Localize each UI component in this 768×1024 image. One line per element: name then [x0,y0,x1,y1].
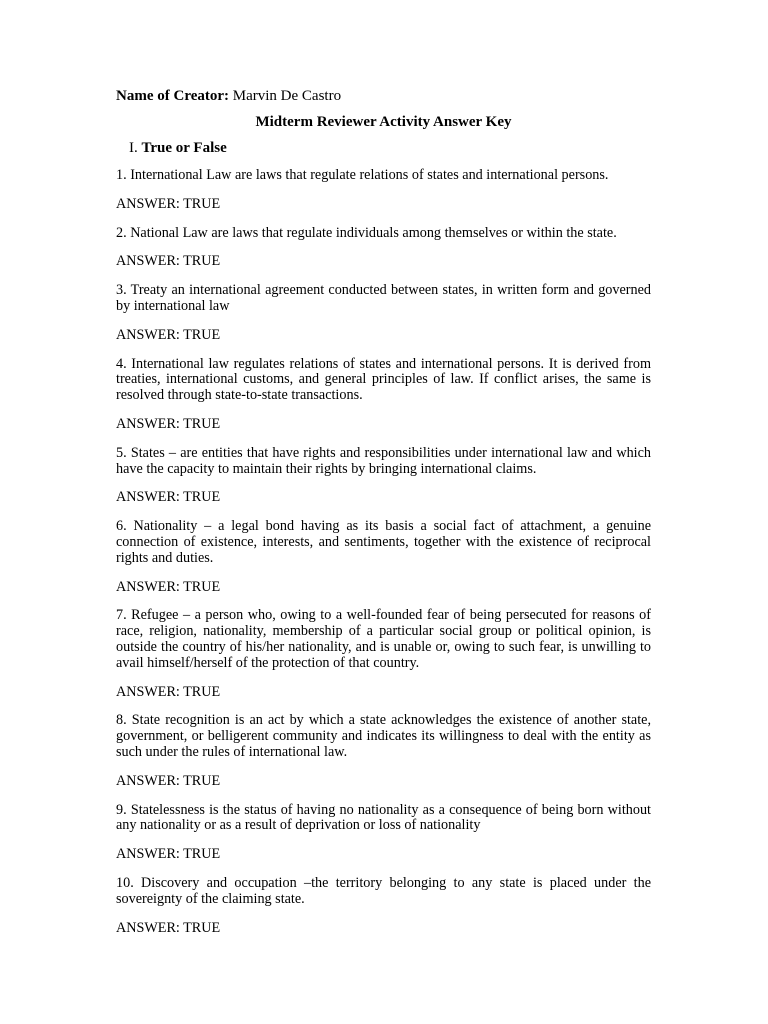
answer-9: ANSWER: TRUE [116,846,221,863]
question-6: 6. Nationality – a legal bond having as its basis a social fact of attachment, a genuine connection of existence, interests, and sentiments, together with the existence of reciprocal rights and duties. [116,518,651,566]
creator-name: Marvin De Castro [232,88,342,104]
question-10: 10. Discovery and occupation –the territory belonging to any state is placed under the sovereignty of the claiming state. [116,874,651,907]
question-list [116,168,651,936]
question-2: 2. National Law are laws that regulate individuals among themselves or within the state. [116,224,617,241]
answer-8: ANSWER: TRUE [116,772,221,789]
creator-label [116,88,229,104]
answer-6: ANSWER: TRUE [116,578,221,595]
answer-10: ANSWER: TRUE [116,919,221,936]
answer-7: ANSWER: TRUE [116,683,221,700]
answer-4: ANSWER: TRUE [116,415,221,432]
document-page [116,86,651,936]
question-5: 5. States – are entities that have rights and responsibilities under international law and which have the capacity to maintain their rights by bringing international claims. [116,444,651,477]
document-title: Midterm Reviewer Activity Answer Key [255,114,512,130]
answer-2: ANSWER: TRUE [116,253,221,270]
question-4: 4. International law regulates relations of states and international persons. It is derived from treaties, international customs, and general principles of law. If conflict arises, the same is resolved through state-to-state transactions. [116,355,651,404]
answer-3: ANSWER: TRUE [116,326,221,343]
question-7: 7. Refugee – a person who, owing to a well-founded fear of being persecuted for reasons of race, religion, nationality, membership of a particular social group or political opinion, is outside the country of his/her nationality, and is unable or, owing to such fear, is unwilling to avail himself/herself of the protection of that country. [116,607,651,671]
section-heading [129,138,651,158]
section-number: I. [129,140,138,156]
answer-5: ANSWER: TRUE [116,489,221,506]
creator-line [116,86,651,106]
question-8: 8. State recognition is an act by which a state acknowledges the existence of another state, government, or belligerent community and indicates its willingness to deal with the entity as such under the rules of international law. [116,712,651,760]
creator-label-text: Name of Creator [116,88,225,104]
question-9: 9. Statelessness is the status of having no nationality as a consequence of being born without any nationality or as a result of deprivation or loss of nationality [116,801,651,834]
creator-label-separator: : [224,88,230,104]
section-title: True or False [141,140,227,156]
question-1: 1. International Law are laws that regulate relations of states and international persons. [116,167,609,183]
answer-1: ANSWER: TRUE [116,195,221,212]
question-3: 3. Treaty an international agreement conducted between states, in written form and governed by international law [116,282,651,314]
